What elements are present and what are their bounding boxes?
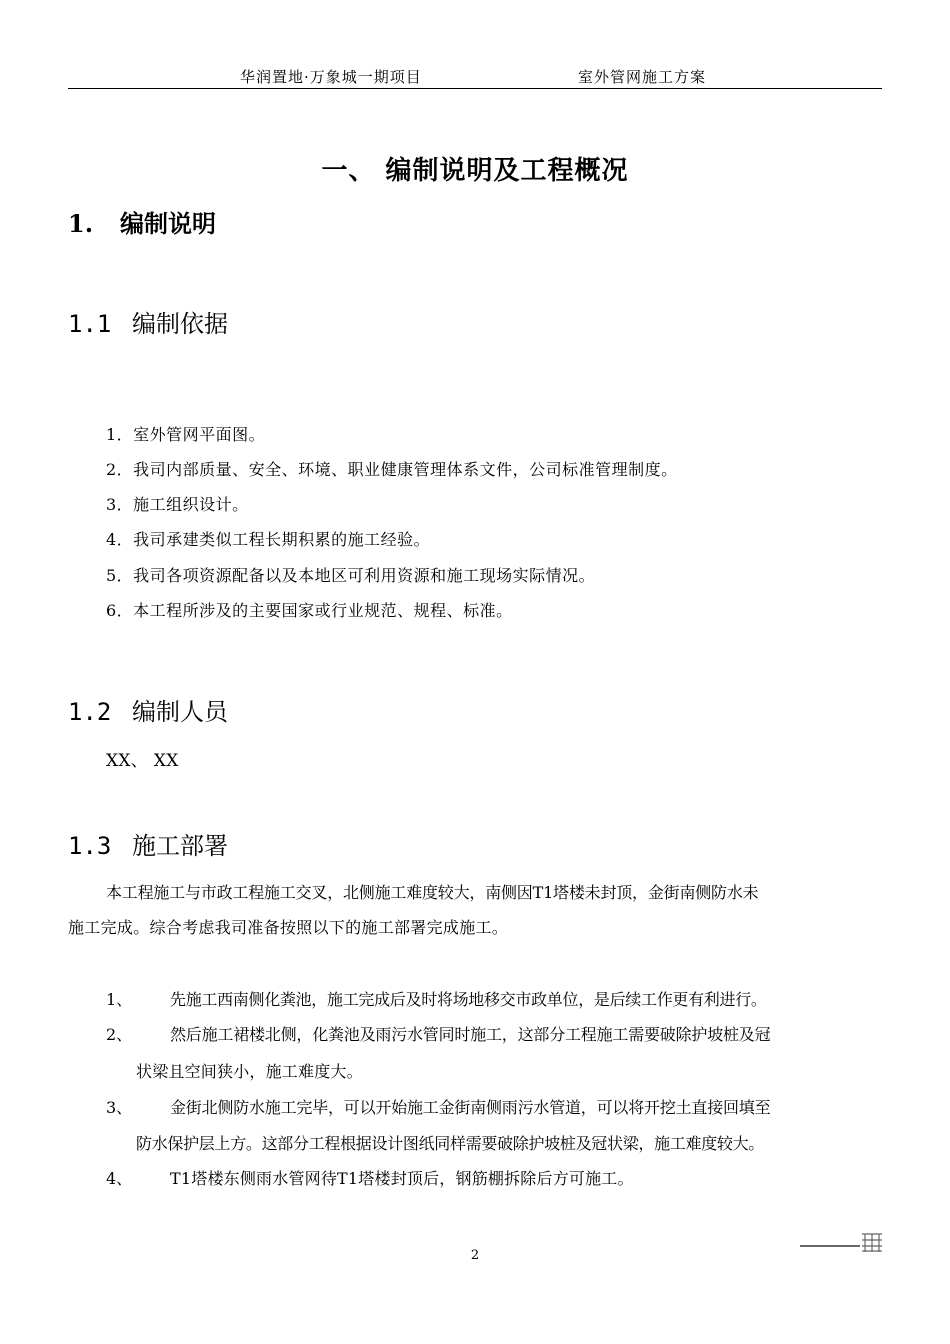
section-1-title: 编制说明 bbox=[120, 209, 216, 238]
section-1-1-number: 1.1 bbox=[68, 310, 112, 338]
step-number: 1、 bbox=[106, 990, 133, 1009]
page-number: 2 bbox=[470, 1248, 480, 1263]
section-1-2-number: 1.2 bbox=[68, 698, 112, 726]
step-text-continued: 状梁且空间狭小，施工难度大。 bbox=[136, 1062, 363, 1081]
basis-list-item: 6．本工程所涉及的主要国家或行业规范、规程、标准。 bbox=[106, 601, 513, 620]
section-1-2-heading bbox=[68, 692, 228, 727]
step-number: 3、 bbox=[106, 1098, 133, 1117]
section-1-3-number: 1.3 bbox=[68, 832, 112, 860]
main-title: 一、 编制说明及工程概况 bbox=[321, 156, 629, 186]
step-text: 先施工西南侧化粪池，施工完成后及时将场地移交市政单位，是后续工作更有利进行。 bbox=[170, 990, 767, 1009]
footer-decoration-mark bbox=[800, 1230, 884, 1254]
deployment-intro-line: 施工完成。综合考虑我司准备按照以下的施工部署完成施工。 bbox=[68, 918, 509, 937]
section-1-number: 1. bbox=[68, 209, 94, 238]
header-right-document-title: 室外管网施工方案 bbox=[578, 68, 707, 86]
deployment-intro-line: 本工程施工与市政工程施工交叉，北侧施工难度较大，南侧因T1塔楼未封顶，金街南侧防水未 bbox=[106, 883, 759, 902]
basis-list-item: 4．我司承建类似工程长期积累的施工经验。 bbox=[106, 530, 431, 549]
section-1-3-heading bbox=[68, 826, 228, 861]
basis-list-item: 5．我司各项资源配备以及本地区可利用资源和施工现场实际情况。 bbox=[106, 566, 596, 585]
basis-list-item: 1．室外管网平面图。 bbox=[106, 425, 266, 444]
personnel-names: XX、 XX bbox=[106, 751, 179, 771]
basis-list-item: 3．施工组织设计。 bbox=[106, 495, 249, 514]
section-1-heading bbox=[68, 204, 216, 239]
section-1-3-title: 施工部署 bbox=[132, 832, 228, 860]
header-left-project-name: 华润置地·万象城一期项目 bbox=[240, 68, 422, 86]
header-divider bbox=[68, 88, 882, 89]
step-text: 金街北侧防水施工完毕，可以开始施工金街南侧雨污水管道，可以将开挖土直接回填至 bbox=[170, 1098, 771, 1117]
section-1-1-heading bbox=[68, 304, 228, 339]
section-1-2-title: 编制人员 bbox=[132, 698, 228, 726]
step-number: 4、 bbox=[106, 1169, 133, 1188]
section-1-1-title: 编制依据 bbox=[132, 310, 228, 338]
step-number: 2、 bbox=[106, 1025, 133, 1044]
step-text: T1塔楼东侧雨水管网待T1塔楼封顶后，钢筋棚拆除后方可施工。 bbox=[170, 1169, 634, 1188]
step-text-continued: 防水保护层上方。这部分工程根据设计图纸同样需要破除护坡桩及冠状梁，施工难度较大。 bbox=[136, 1134, 765, 1153]
basis-list-item: 2．我司内部质量、安全、环境、职业健康管理体系文件，公司标准管理制度。 bbox=[106, 460, 678, 479]
step-text: 然后施工裙楼北侧，化粪池及雨污水管同时施工，这部分工程施工需要破除护坡桩及冠 bbox=[170, 1025, 771, 1044]
